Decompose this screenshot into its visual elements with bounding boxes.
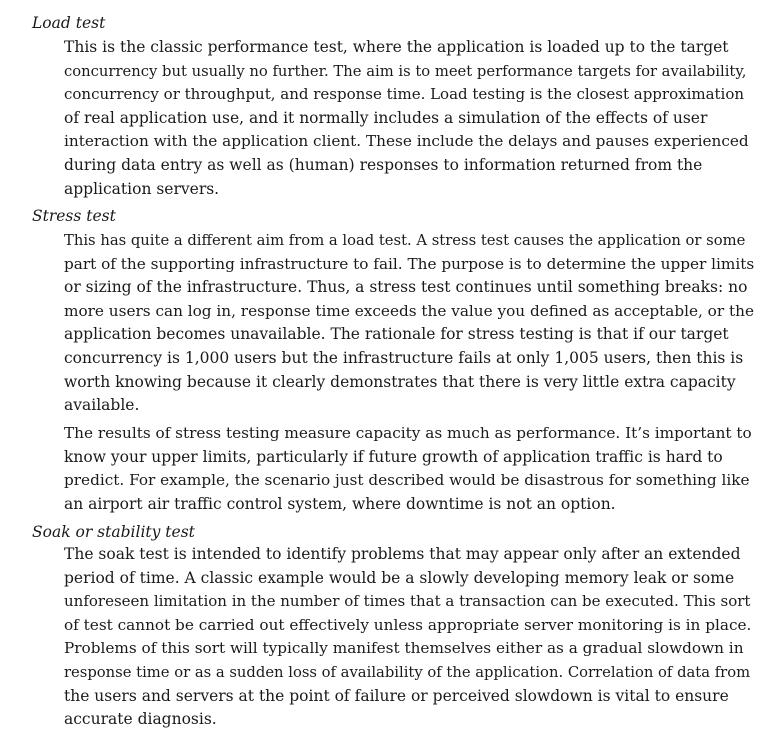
text-line: This has quite a different aim from a load test. A stress test causes the application or some [64,232,746,249]
text-line: during data entry as well as (human) responses to information returned from the [64,155,703,174]
text-line: concurrency is 1,000 users but the infrastructure fails at only 1,005 users, then this is [64,348,744,367]
text-line: unforeseen limitation in the number of times that a transaction can be executed. This sort [64,592,751,611]
text-line: of test cannot be carried out effectively unless appropriate server monitoring is in place. [64,615,752,634]
text-line: interaction with the application client. These include the delays and pauses experienced [64,132,749,151]
text-line: response time or as a sudden loss of availability of the application. Correlation of data from [64,663,751,681]
text-line: an airport air traffic control system, where downtime is not an option. [64,494,616,513]
text-line: application becomes unavailable. The rationale for stress testing is that if our target [64,325,729,344]
text-line: know your upper limits, particularly if future growth of application traffic is hard to [64,447,723,466]
text-line: concurrency or throughput, and response time. Load testing is the closest approximation [64,85,745,104]
text-line: predict. For example, the scenario just described would be disastrous for something like [64,471,750,490]
text-line: accurate diagnosis. [64,710,217,729]
text-line: This is the classic performance test, where the application is loaded up to the target [64,38,729,56]
text-line: part of the supporting infrastructure to fail. The purpose is to determine the upper limits [64,254,755,273]
term-stress-test: Stress test [32,207,116,225]
text-line: worth knowing because it clearly demonstrates that there is very little extra capacity [64,372,736,391]
text-line: of real application use, and it normally includes a simulation of the effects of user [64,108,708,127]
load-test-paragraph [64,36,754,201]
text-line: application servers. [64,179,220,198]
text-line: The soak test is intended to identify problems that may appear only after an extended [64,545,741,563]
text-line: concurrency but usually no further. The aim is to meet performance targets for availability, [64,62,747,80]
term-load-test: Load test [32,14,106,32]
text-line: Problems of this sort will typically manifest themselves either as a gradual slowdown in [64,639,744,658]
text-line: more users can log in, response time exceeds the value you defined as acceptable, or the [64,301,754,320]
stress-test-paragraph-2 [64,422,754,516]
text-line: or sizing of the infrastructure. Thus, a stress test continues until something breaks: no [64,278,748,297]
text-line: The results of stress testing measure capacity as much as performance. It’s important to [64,424,752,442]
stress-test-paragraph-1 [64,229,754,418]
text-line: period of time. A classic example would be a slowly developing memory leak or some [64,568,735,587]
term-soak-test: Soak or stability test [32,523,195,541]
soak-test-paragraph [64,543,754,732]
text-line: available. [64,396,140,415]
text-line: the users and servers at the point of failure or perceived slowdown is vital to ensure [64,686,729,705]
